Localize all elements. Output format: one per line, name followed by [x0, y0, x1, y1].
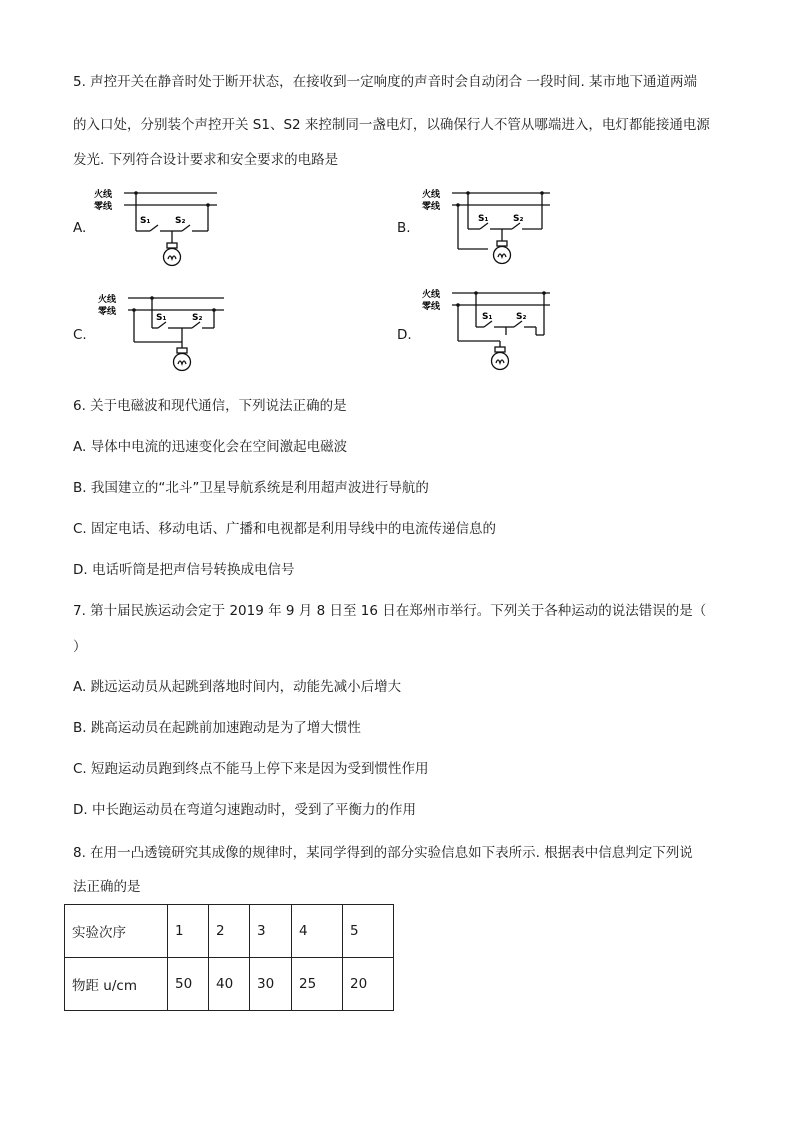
neutral-wire-label: 零线 — [94, 202, 113, 212]
q5-option-c-label: C. — [73, 327, 87, 343]
table-cell: 物距 u/cm — [65, 958, 168, 1011]
table-cell: 2 — [209, 905, 250, 958]
q5-stem-line-3: 发光. 下列符合设计要求和安全要求的电路是 — [73, 152, 339, 168]
table-cell: 40 — [209, 958, 250, 1011]
neutral-wire-label: 零线 — [98, 307, 117, 317]
table-cell: 5 — [343, 905, 394, 958]
q5-option-d-circuit — [420, 285, 555, 377]
switch-s1-label: S₁ — [140, 216, 151, 226]
q7-stem-line-1: 7. 第十届民族运动会定于 2019 年 9 月 8 日至 16 日在郑州市举行。下列关于各种运动的说法错误的是（ — [73, 603, 707, 619]
table-cell: 4 — [292, 905, 343, 958]
q6-option-d: D. 电话听筒是把声信号转换成电信号 — [73, 562, 295, 578]
q5-option-c-circuit — [96, 290, 231, 380]
live-wire-label: 火线 — [98, 295, 117, 305]
q7-stem-line-2: ） — [73, 639, 87, 655]
q7-option-a: A. 跳远运动员从起跳到落地时间内，动能先减小后增大 — [73, 679, 402, 695]
switch-s1-label: S₁ — [156, 313, 167, 323]
switch-s2-label: S₂ — [175, 216, 186, 226]
q6-stem: 6. 关于电磁波和现代通信，下列说法正确的是 — [73, 398, 347, 414]
switch-s2-label: S₂ — [513, 214, 524, 224]
table-cell: 3 — [250, 905, 292, 958]
live-wire-label: 火线 — [94, 190, 113, 200]
q5-option-a-circuit — [92, 185, 222, 273]
table-row — [65, 958, 394, 1011]
neutral-wire-label: 零线 — [422, 202, 441, 212]
neutral-wire-label: 零线 — [422, 302, 441, 312]
table-cell: 25 — [292, 958, 343, 1011]
q8-experiment-table — [64, 904, 394, 1011]
q5-stem-line-2: 的入口处，分别装个声控开关 S1、S2 来控制同一盏电灯，以确保行人不管从哪端进入，电灯都能接通电源 — [73, 117, 710, 133]
q7-option-d: D. 中长跑运动员在弯道匀速跑动时，受到了平衡力的作用 — [73, 802, 416, 818]
table-row — [65, 905, 394, 958]
q5-option-b-label: B. — [397, 220, 411, 236]
q7-option-b: B. 跳高运动员在起跳前加速跑动是为了增大惯性 — [73, 720, 361, 736]
q5-option-b-circuit — [420, 185, 555, 273]
q6-option-c: C. 固定电话、移动电话、广播和电视都是利用导线中的电流传递信息的 — [73, 521, 497, 537]
table-cell: 20 — [343, 958, 394, 1011]
live-wire-label: 火线 — [422, 190, 441, 200]
table-cell: 50 — [168, 958, 209, 1011]
q6-option-a: A. 导体中电流的迅速变化会在空间激起电磁波 — [73, 439, 348, 455]
q7-option-c: C. 短跑运动员跑到终点不能马上停下来是因为受到惯性作用 — [73, 761, 429, 777]
table-cell: 1 — [168, 905, 209, 958]
switch-s1-label: S₁ — [482, 312, 493, 322]
q8-stem-line-2: 法正确的是 — [73, 879, 141, 895]
table-cell: 30 — [250, 958, 292, 1011]
q6-option-b: B. 我国建立的“北斗”卫星导航系统是利用超声波进行导航的 — [73, 480, 429, 496]
switch-s1-label: S₁ — [478, 214, 489, 224]
table-cell: 实验次序 — [65, 905, 168, 958]
switch-s2-label: S₂ — [516, 312, 527, 322]
q8-stem-line-1: 8. 在用一凸透镜研究其成像的规律时，某同学得到的部分实验信息如下表所示. 根据表中信息判定下列说 — [73, 845, 693, 861]
q5-stem-line-1: 5. 声控开关在静音时处于断开状态，在接收到一定响度的声音时会自动闭合 一段时间. 某市地下通道两端 — [73, 74, 698, 90]
live-wire-label: 火线 — [422, 290, 441, 300]
q5-option-d-label: D. — [397, 327, 412, 343]
switch-s2-label: S₂ — [192, 313, 203, 323]
q5-option-a-label: A. — [73, 220, 87, 236]
